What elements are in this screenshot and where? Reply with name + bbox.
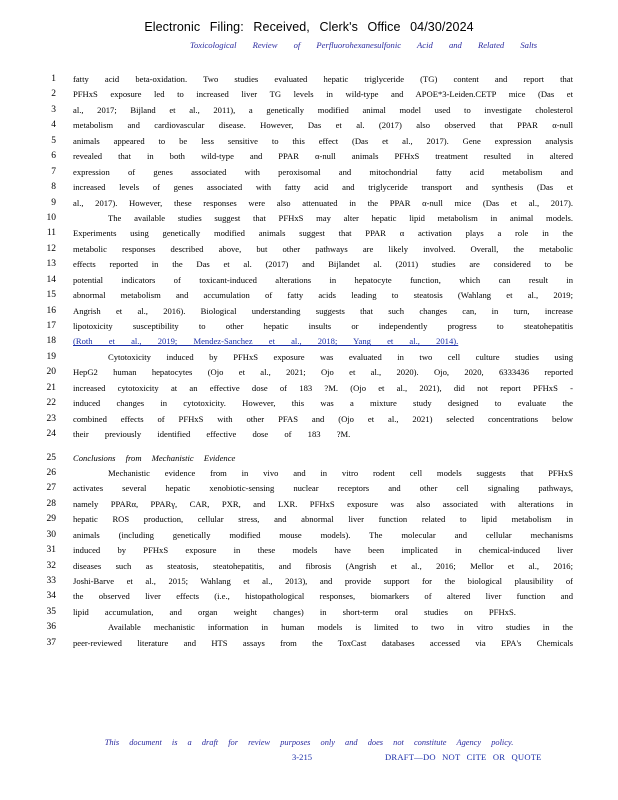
line-text: induced changes in cytotoxicity. However, this was a mixture study designed to evaluate the — [73, 398, 573, 409]
text-line — [38, 273, 573, 288]
line-number: 25 — [46, 452, 56, 463]
line-number: 15 — [46, 290, 56, 301]
text-line — [38, 334, 538, 349]
line-number: 31 — [46, 545, 56, 556]
text-line — [38, 559, 573, 574]
line-text: increased levels of genes associated with fatty acid and triglyceride transport and synthesis (Das et — [73, 182, 573, 193]
document-subtitle: Toxicological Review of Perfluorohexanesulfonic Acid and Related Salts — [190, 40, 538, 50]
text-line — [38, 103, 573, 118]
text-line — [38, 165, 573, 180]
text-line — [38, 512, 573, 527]
page-number: 3-215 — [292, 752, 313, 762]
line-number: 6 — [51, 151, 56, 162]
line-text: metabolic responses described above, but other pathways are likely involved. Overall, the metabolic — [73, 243, 573, 254]
line-text: al., 2017; Bijland et al., 2011), a genetically modified animal model used to investigate cholesterol — [73, 104, 573, 115]
text-line — [38, 72, 573, 87]
line-number: 8 — [51, 182, 56, 193]
text-line — [38, 589, 573, 604]
text-line — [38, 396, 573, 411]
line-number: 21 — [46, 382, 56, 393]
line-text: Experiments using genetically modified animals suggest that PPAR α activation plays a role in the — [73, 228, 573, 239]
filing-header: Electronic Filing: Received, Clerk's Office 04/30/2024 — [144, 20, 474, 34]
text-line — [38, 87, 573, 102]
line-text: effects reported in the Das et al. (2017) and Bijlandet al. (2011) studies are considered to be — [73, 259, 573, 270]
line-number: 29 — [46, 514, 56, 525]
line-text: Available mechanistic information in human models is limited to two in vitro studies in the — [108, 622, 573, 633]
text-line — [38, 381, 573, 396]
text-line — [38, 288, 573, 303]
line-number: 27 — [46, 483, 56, 494]
line-number: 35 — [46, 606, 56, 617]
text-line — [38, 605, 538, 620]
line-text: animals (including genetically modified mouse models). The molecular and cellular mechanisms — [73, 529, 573, 540]
line-number: 19 — [46, 351, 56, 362]
text-line — [38, 196, 573, 211]
line-text: abnormal metabolism and accumulation of fatty acids leading to steatosis (Wahlang et al., 2019; — [73, 290, 573, 301]
line-text: fatty acid beta-oxidation. Two studies evaluated hepatic triglyceride (TG) content and report that — [73, 74, 573, 84]
line-number: 18 — [46, 336, 56, 347]
line-text: animals appeared to be less sensitive to this effect (Das et al., 2017). Gene expression analysis — [73, 135, 573, 146]
text-line — [38, 497, 573, 512]
line-number: 36 — [46, 622, 56, 633]
text-line — [38, 466, 573, 481]
text-line — [38, 319, 573, 334]
line-number: 2 — [51, 89, 56, 100]
line-number: 34 — [46, 591, 56, 602]
text-line — [38, 365, 573, 380]
line-text: induced by PFHxS exposure in these models have been implicated in chemical-induced liver — [73, 545, 573, 556]
draft-disclaimer: This document is a draft for review purposes only and does not constitute Agency policy. — [104, 738, 514, 747]
line-text: lipotoxicity susceptibility to other hepatic insults or independently progress to steatohepatitis — [73, 321, 573, 331]
line-text: activates several hepatic xenobiotic-sensing nuclear receptors and other cell signaling pathways, — [73, 483, 573, 494]
section-heading — [38, 451, 538, 466]
line-number: 9 — [51, 197, 56, 208]
line-text: HepG2 human hepatocytes (Ojo et al., 2021; Ojo et al., 2020). Ojo, 2020, 6333436 reported — [73, 367, 573, 378]
text-line — [38, 211, 573, 226]
text-line — [38, 636, 573, 651]
text-line — [38, 134, 573, 149]
text-line — [38, 574, 573, 589]
text-line — [38, 350, 573, 365]
line-text: hepatic ROS production, cellular stress, and abnormal liver function related to lipid metabolism in — [73, 514, 573, 525]
line-number: 20 — [46, 367, 56, 378]
text-line — [38, 543, 573, 558]
line-number: 3 — [51, 104, 56, 115]
line-text: namely PPARα, PPARγ, CAR, PXR, and LXR. PFHxS exposure was also associated with alterations in — [73, 498, 573, 509]
line-text: expression of genes associated with peroxisomal and mitochondrial fatty acid metabolism and — [73, 166, 573, 177]
line-text: lipid accumulation, and organ weight changes) in short-term oral studies on PFHxS. — [73, 606, 516, 617]
line-text: their previously identified effective dose of 183 ?M. — [73, 429, 351, 440]
line-text: increased cytotoxicity at an effective dose of 183 ?M. (Ojo et al., 2021), did not report PFHxS - — [73, 382, 573, 393]
line-number: 37 — [46, 637, 56, 648]
line-text: the observed liver effects (i.e., histopathological responses, biomarkers of altered liver function and — [73, 591, 573, 602]
line-text: Cytotoxicity induced by PFHxS exposure was evaluated in two cell culture studies using — [108, 351, 573, 362]
text-line — [38, 528, 573, 543]
line-number: 32 — [46, 560, 56, 571]
text-line — [38, 620, 573, 635]
text-line — [38, 242, 573, 257]
line-text: diseases such as steatosis, steatohepatitis, and fibrosis (Angrish et al., 2016; Mellor et al., 2016; — [73, 560, 573, 571]
line-text: Mechanistic evidence from in vivo and in vitro rodent cell models suggests that PFHxS — [108, 467, 573, 478]
text-line — [38, 149, 573, 164]
line-number: 11 — [46, 228, 56, 239]
line-number: 24 — [46, 429, 56, 440]
text-line — [38, 118, 573, 133]
line-number: 10 — [46, 212, 56, 223]
draft-notice: DRAFT—DO NOT CITE OR QUOTE — [385, 752, 542, 762]
line-number: 26 — [46, 467, 56, 478]
line-text: Angrish et al., 2016). Biological understanding suggests that such changes can, in turn, increase — [73, 305, 573, 316]
line-number: 1 — [51, 74, 56, 84]
document-body — [38, 72, 573, 651]
text-line — [38, 427, 538, 442]
text-line — [38, 257, 573, 272]
line-text: potential indicators of toxicant-induced alterations in hepatocyte function, which can result in — [73, 274, 573, 285]
line-number: 22 — [46, 398, 56, 409]
line-text: The available studies suggest that PFHxS may alter hepatic lipid metabolism in animal models. — [108, 212, 573, 223]
line-number: 12 — [46, 243, 56, 254]
line-number: 16 — [46, 305, 56, 316]
line-number: 13 — [46, 259, 56, 270]
line-number: 4 — [51, 120, 56, 131]
line-text: metabolism and cardiovascular disease. However, Das et al. (2017) also observed that PPAR α-null — [73, 120, 573, 131]
text-line — [38, 481, 573, 496]
text-line — [38, 304, 573, 319]
line-number: 23 — [46, 413, 56, 424]
line-number: 33 — [46, 576, 56, 586]
text-line — [38, 412, 573, 427]
line-text: combined effects of PFHxS with other PFAS and (Ojo et al., 2021) selected concentrations below — [73, 413, 573, 424]
text-line — [38, 226, 573, 241]
line-number: 30 — [46, 529, 56, 540]
line-number: 5 — [51, 135, 56, 146]
line-text[interactable]: (Roth et al., 2019; Mendez-Sanchez et al., 2018; Yang et al., 2014). — [73, 336, 459, 347]
line-text: al., 2017). However, these responses were also attenuated in the PPAR α-null mice (Das et al., 2017). — [73, 197, 573, 208]
line-number: 14 — [46, 274, 56, 285]
heading-text: Conclusions from Mechanistic Evidence — [73, 452, 236, 463]
line-number: 7 — [51, 166, 56, 177]
line-number: 17 — [46, 321, 56, 331]
line-number: 28 — [46, 498, 56, 509]
line-text: revealed that in both wild-type and PPAR α-null animals PFHxS treatment resulted in altered — [73, 151, 573, 162]
line-text: Joshi-Barve et al., 2015; Wahlang et al., 2013), and provide support for the biological plausibility of — [73, 576, 573, 586]
line-text: PFHxS exposure led to increased liver TG levels in wild-type and APOE*3-Leiden.CETP mice (Das et — [73, 89, 573, 100]
text-line — [38, 180, 573, 195]
line-text: peer-reviewed literature and HTS assays from the ToxCast databases accessed via EPA's Chemicals — [73, 637, 573, 648]
